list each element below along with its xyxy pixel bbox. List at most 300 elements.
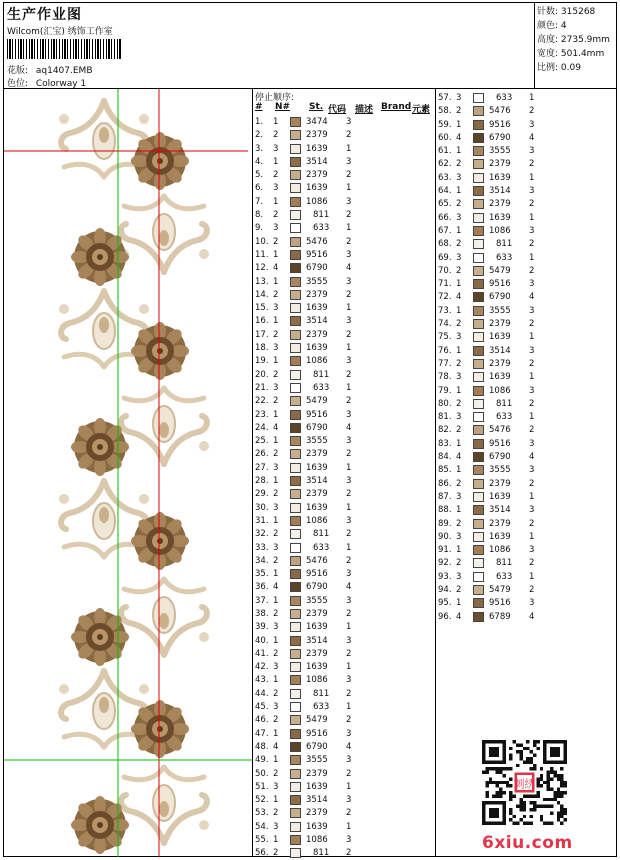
needle-number: 1 xyxy=(273,409,279,420)
element-count: 3 xyxy=(529,465,535,476)
needle-number: 3 xyxy=(273,821,279,832)
stop-number: 83. xyxy=(438,438,452,449)
color-swatch xyxy=(290,476,301,486)
stop-row xyxy=(436,531,616,544)
element-count: 3 xyxy=(346,196,352,207)
element-count: 1 xyxy=(346,303,352,314)
color-code: 1639 xyxy=(306,502,328,513)
needle-number: 1 xyxy=(456,345,462,356)
stop-row xyxy=(436,238,616,251)
element-count: 1 xyxy=(346,622,352,633)
stop-row xyxy=(253,754,433,767)
color-code: 6790 xyxy=(306,422,328,433)
color-code: 2379 xyxy=(489,518,511,529)
colorway-label: 色位: xyxy=(7,79,29,89)
stop-number: 1. xyxy=(255,117,264,127)
color-code: 811 xyxy=(313,369,330,380)
needle-number: 3 xyxy=(456,93,462,103)
color-code: 811 xyxy=(313,210,330,221)
stop-row xyxy=(253,688,433,701)
element-count: 2 xyxy=(529,199,535,210)
needle-number: 2 xyxy=(456,199,462,210)
stop-row xyxy=(253,302,433,315)
colorway-line xyxy=(7,76,86,89)
stop-sequence-title: 停止顺序: xyxy=(255,93,295,103)
stop-number: 20. xyxy=(255,369,269,380)
element-count: 3 xyxy=(346,569,352,580)
needle-number: 1 xyxy=(273,276,279,287)
stop-row xyxy=(253,249,433,262)
color-code: 1639 xyxy=(306,343,328,354)
color-code: 2379 xyxy=(306,170,328,181)
stop-number: 28. xyxy=(255,476,269,487)
color-swatch xyxy=(290,503,301,513)
needle-number: 2 xyxy=(456,584,462,595)
color-code: 6790 xyxy=(306,741,328,752)
element-count: 2 xyxy=(529,239,535,250)
stop-rows-1 xyxy=(253,116,433,860)
needle-number: 1 xyxy=(273,595,279,606)
color-swatch xyxy=(473,412,484,422)
color-code: 3514 xyxy=(489,186,511,197)
stop-row xyxy=(253,435,433,448)
needle-number: 1 xyxy=(273,196,279,207)
element-count: 2 xyxy=(529,106,535,117)
stop-number: 57. xyxy=(438,93,452,103)
needle-number: 3 xyxy=(273,542,279,553)
needle-number: 2 xyxy=(273,369,279,380)
color-code: 1086 xyxy=(489,545,511,556)
stop-row xyxy=(253,648,433,661)
stop-row xyxy=(436,611,616,624)
watermark: 6xiu.com xyxy=(482,833,573,853)
color-code: 2379 xyxy=(306,608,328,619)
color-swatch xyxy=(473,386,484,396)
color-swatch xyxy=(290,582,301,592)
stop-number: 65. xyxy=(438,199,452,210)
color-code: 6790 xyxy=(489,132,511,143)
element-count: 3 xyxy=(346,276,352,287)
color-code: 5479 xyxy=(306,396,328,407)
stop-number: 48. xyxy=(255,741,269,752)
needle-number: 1 xyxy=(456,598,462,609)
stop-row xyxy=(436,557,616,570)
color-swatch xyxy=(290,755,301,765)
color-swatch xyxy=(290,410,301,420)
stop-number: 17. xyxy=(255,329,269,340)
color-swatch xyxy=(290,330,301,340)
color-code: 1639 xyxy=(306,143,328,154)
stop-number: 89. xyxy=(438,518,452,529)
stop-row xyxy=(253,502,433,515)
stop-row xyxy=(253,821,433,834)
stop-row xyxy=(436,265,616,278)
stat-value: 315268 xyxy=(560,7,596,17)
element-count: 3 xyxy=(346,755,352,766)
stop-number: 52. xyxy=(255,795,269,806)
stop-row xyxy=(253,475,433,488)
element-count: 3 xyxy=(346,795,352,806)
needle-number: 3 xyxy=(456,571,462,582)
col-needle: N# xyxy=(275,102,291,112)
element-count: 3 xyxy=(346,515,352,526)
element-count: 4 xyxy=(346,422,352,433)
color-swatch xyxy=(473,226,484,236)
needle-number: 1 xyxy=(273,117,279,127)
stop-row xyxy=(253,781,433,794)
element-count: 1 xyxy=(346,343,352,354)
needle-number: 2 xyxy=(273,236,279,247)
stop-row xyxy=(436,438,616,451)
needle-number: 1 xyxy=(273,515,279,526)
stop-row xyxy=(253,621,433,634)
color-code: 633 xyxy=(496,252,513,263)
color-swatch xyxy=(290,808,301,818)
color-swatch xyxy=(473,186,484,196)
element-count: 4 xyxy=(529,611,535,622)
stop-number: 59. xyxy=(438,119,452,130)
element-count: 3 xyxy=(529,305,535,316)
stop-row xyxy=(253,542,433,555)
color-swatch xyxy=(473,239,484,249)
needle-number: 1 xyxy=(456,505,462,516)
color-swatch xyxy=(290,822,301,832)
element-count: 3 xyxy=(529,598,535,609)
element-count: 2 xyxy=(346,329,352,340)
needle-number: 1 xyxy=(456,545,462,556)
color-code: 1639 xyxy=(306,303,328,314)
element-count: 2 xyxy=(346,170,352,181)
color-swatch xyxy=(290,383,301,393)
stop-row xyxy=(253,236,433,249)
color-swatch xyxy=(290,223,301,233)
stop-row xyxy=(253,369,433,382)
color-swatch xyxy=(473,558,484,568)
stop-row xyxy=(253,342,433,355)
needle-number: 1 xyxy=(273,728,279,739)
stop-row xyxy=(436,504,616,517)
qr-badge-text: 刺绣 xyxy=(513,777,536,791)
stop-row xyxy=(253,741,433,754)
color-swatch xyxy=(473,319,484,329)
needle-number: 2 xyxy=(273,130,279,141)
stop-row xyxy=(253,661,433,674)
stop-number: 71. xyxy=(438,279,452,290)
stop-number: 16. xyxy=(255,316,269,327)
stop-row xyxy=(253,156,433,169)
stop-number: 2. xyxy=(255,130,264,141)
stop-number: 54. xyxy=(255,821,269,832)
stop-row xyxy=(253,635,433,648)
stop-row xyxy=(253,448,433,461)
stop-row xyxy=(436,584,616,597)
color-swatch xyxy=(473,306,484,316)
stop-number: 49. xyxy=(255,755,269,766)
stop-number: 81. xyxy=(438,412,452,423)
color-code: 1086 xyxy=(306,835,328,846)
stop-row xyxy=(436,544,616,557)
element-count: 1 xyxy=(346,781,352,792)
needle-number: 3 xyxy=(273,502,279,513)
color-swatch xyxy=(473,598,484,608)
stop-number: 93. xyxy=(438,571,452,582)
needle-number: 2 xyxy=(456,518,462,529)
stop-number: 50. xyxy=(255,768,269,779)
stop-number: 64. xyxy=(438,186,452,197)
color-code: 1639 xyxy=(306,622,328,633)
stat-scale xyxy=(537,61,617,75)
element-count: 1 xyxy=(529,412,535,423)
needle-number: 3 xyxy=(456,252,462,263)
color-code: 1639 xyxy=(489,531,511,542)
needle-number: 4 xyxy=(273,741,279,752)
needle-number: 2 xyxy=(273,489,279,500)
element-count: 3 xyxy=(529,385,535,396)
color-code: 6790 xyxy=(306,263,328,274)
color-swatch xyxy=(290,675,301,685)
element-count: 1 xyxy=(529,491,535,502)
color-swatch xyxy=(473,492,484,502)
stop-number: 38. xyxy=(255,608,269,619)
needle-number: 4 xyxy=(456,132,462,143)
needle-number: 2 xyxy=(273,449,279,460)
stop-row xyxy=(253,143,433,156)
element-count: 4 xyxy=(529,132,535,143)
needle-number: 3 xyxy=(456,412,462,423)
element-count: 1 xyxy=(346,702,352,713)
color-swatch xyxy=(290,782,301,792)
stat-height xyxy=(537,33,617,47)
color-swatch xyxy=(290,157,301,167)
stat-stitches xyxy=(537,5,617,19)
stop-row xyxy=(253,382,433,395)
needle-number: 1 xyxy=(456,186,462,197)
stop-row xyxy=(253,728,433,741)
needle-number: 1 xyxy=(273,675,279,686)
color-code: 633 xyxy=(496,571,513,582)
stop-number: 76. xyxy=(438,345,452,356)
color-code: 811 xyxy=(313,848,330,859)
stop-number: 34. xyxy=(255,555,269,566)
color-swatch xyxy=(290,636,301,646)
color-swatch xyxy=(473,399,484,409)
stop-row xyxy=(253,222,433,235)
stop-row xyxy=(253,315,433,328)
stop-row xyxy=(436,252,616,265)
needle-number: 1 xyxy=(456,279,462,290)
element-count: 2 xyxy=(346,688,352,699)
color-code: 3555 xyxy=(306,276,328,287)
stop-rows-2 xyxy=(436,92,616,624)
stop-number: 44. xyxy=(255,688,269,699)
element-count: 2 xyxy=(346,768,352,779)
needle-number: 2 xyxy=(273,396,279,407)
element-count: 1 xyxy=(529,571,535,582)
element-count: 4 xyxy=(529,452,535,463)
needle-number: 2 xyxy=(456,358,462,369)
needle-number: 3 xyxy=(456,212,462,223)
element-count: 4 xyxy=(346,582,352,593)
needle-number: 3 xyxy=(456,332,462,343)
color-code: 5476 xyxy=(306,555,328,566)
stop-number: 9. xyxy=(255,223,264,234)
needle-number: 1 xyxy=(273,156,279,167)
element-count: 2 xyxy=(529,558,535,569)
color-code: 6789 xyxy=(489,611,511,622)
color-code: 1086 xyxy=(306,675,328,686)
color-code: 2379 xyxy=(306,489,328,500)
element-count: 1 xyxy=(346,542,352,553)
col-code: 代码 xyxy=(328,105,347,115)
stop-row xyxy=(436,345,616,358)
element-count: 2 xyxy=(346,289,352,300)
color-code: 2379 xyxy=(489,358,511,369)
stat-label: 针数: xyxy=(537,7,559,17)
stop-row xyxy=(436,464,616,477)
element-count: 4 xyxy=(529,292,535,303)
stop-number: 12. xyxy=(255,263,269,274)
color-code: 811 xyxy=(496,398,513,409)
color-code: 2379 xyxy=(306,329,328,340)
pattern-motifs xyxy=(59,101,209,854)
color-swatch xyxy=(473,266,484,276)
needle-number: 1 xyxy=(273,436,279,447)
color-code: 3555 xyxy=(306,755,328,766)
stop-number: 6. xyxy=(255,183,264,194)
color-code: 5476 xyxy=(489,425,511,436)
color-code: 5479 xyxy=(489,265,511,276)
stop-row xyxy=(436,518,616,531)
element-count: 3 xyxy=(529,438,535,449)
color-code: 1639 xyxy=(306,821,328,832)
color-swatch xyxy=(290,277,301,287)
element-count: 2 xyxy=(346,396,352,407)
stop-number: 51. xyxy=(255,781,269,792)
stop-number: 86. xyxy=(438,478,452,489)
element-count: 3 xyxy=(346,728,352,739)
stop-number: 5. xyxy=(255,170,264,181)
needle-number: 2 xyxy=(273,170,279,181)
element-count: 2 xyxy=(346,449,352,460)
stop-row xyxy=(253,409,433,422)
element-count: 3 xyxy=(529,119,535,130)
element-count: 2 xyxy=(529,319,535,330)
color-code: 3555 xyxy=(489,146,511,157)
needle-number: 3 xyxy=(273,143,279,154)
element-count: 3 xyxy=(346,117,352,127)
stop-number: 66. xyxy=(438,212,452,223)
needle-number: 3 xyxy=(273,343,279,354)
stop-number: 45. xyxy=(255,702,269,713)
needle-number: 1 xyxy=(456,385,462,396)
needle-number: 1 xyxy=(273,795,279,806)
needle-number: 2 xyxy=(273,848,279,859)
needle-number: 3 xyxy=(273,662,279,673)
stop-row xyxy=(436,185,616,198)
needle-number: 1 xyxy=(456,119,462,130)
element-count: 1 xyxy=(346,183,352,194)
element-count: 3 xyxy=(346,249,352,260)
needle-number: 2 xyxy=(273,808,279,819)
color-code: 9516 xyxy=(306,569,328,580)
stop-number: 62. xyxy=(438,159,452,170)
element-count: 2 xyxy=(529,358,535,369)
stat-label: 比例: xyxy=(537,63,559,73)
stop-number: 11. xyxy=(255,249,269,260)
stop-row xyxy=(253,276,433,289)
stop-number: 22. xyxy=(255,396,269,407)
color-swatch xyxy=(290,117,301,127)
qr-code xyxy=(482,740,567,825)
stop-number: 91. xyxy=(438,545,452,556)
element-count: 2 xyxy=(346,489,352,500)
color-code: 3555 xyxy=(489,465,511,476)
stop-number: 95. xyxy=(438,598,452,609)
needle-number: 3 xyxy=(456,491,462,502)
needle-number: 1 xyxy=(273,316,279,327)
color-code: 3514 xyxy=(489,345,511,356)
color-swatch xyxy=(473,332,484,342)
color-code: 3514 xyxy=(306,635,328,646)
element-count: 2 xyxy=(346,808,352,819)
stat-label: 宽度: xyxy=(537,49,559,59)
stat-label: 颜色: xyxy=(537,21,559,31)
stop-number: 79. xyxy=(438,385,452,396)
needle-number: 2 xyxy=(273,329,279,340)
stop-row xyxy=(436,212,616,225)
color-swatch xyxy=(290,649,301,659)
color-code: 2379 xyxy=(489,478,511,489)
color-swatch xyxy=(290,396,301,406)
color-swatch xyxy=(290,290,301,300)
needle-number: 2 xyxy=(456,558,462,569)
stop-row xyxy=(436,424,616,437)
color-code: 633 xyxy=(313,702,330,713)
stop-row xyxy=(253,289,433,302)
stop-number: 18. xyxy=(255,343,269,354)
color-code: 633 xyxy=(313,223,330,234)
stop-number: 23. xyxy=(255,409,269,420)
color-swatch xyxy=(290,848,301,858)
needle-number: 1 xyxy=(456,146,462,157)
needle-number: 1 xyxy=(456,438,462,449)
element-count: 1 xyxy=(529,212,535,223)
color-swatch xyxy=(290,569,301,579)
color-swatch xyxy=(473,425,484,435)
color-code: 811 xyxy=(496,558,513,569)
stop-row xyxy=(253,847,433,860)
color-code: 1086 xyxy=(489,385,511,396)
stop-number: 70. xyxy=(438,265,452,276)
stop-row xyxy=(253,608,433,621)
stop-row xyxy=(436,105,616,118)
stop-number: 68. xyxy=(438,239,452,250)
needle-number: 2 xyxy=(273,608,279,619)
color-swatch xyxy=(290,702,301,712)
color-code: 6790 xyxy=(489,452,511,463)
element-count: 1 xyxy=(346,502,352,513)
stat-colors xyxy=(537,19,617,33)
needle-number: 3 xyxy=(273,223,279,234)
color-swatch xyxy=(290,662,301,672)
element-count: 3 xyxy=(529,279,535,290)
needle-number: 3 xyxy=(273,382,279,393)
stop-number: 27. xyxy=(255,462,269,473)
color-code: 2379 xyxy=(306,648,328,659)
stop-number: 94. xyxy=(438,584,452,595)
stop-number: 56. xyxy=(255,848,269,859)
color-swatch xyxy=(473,465,484,475)
